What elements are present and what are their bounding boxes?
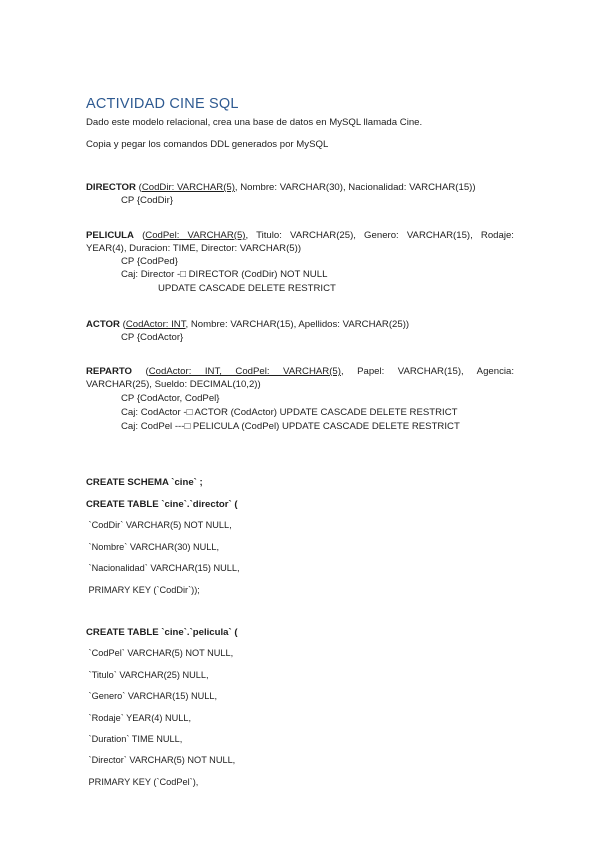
reparto-caj-1: Caj: CodActor -□ ACTOR (CodActor) UPDATE CASCADE DELETE RESTRICT: [121, 407, 458, 418]
sql-line: `CodDir` VARCHAR(5) NOT NULL,: [86, 520, 232, 530]
model-pelicula: PELICULA (CodPel: VARCHAR(5), Titulo: VARCHAR(25), Genero: VARCHAR(15), Rodaje:: [86, 230, 514, 241]
sql-line: PRIMARY KEY (`CodPel`),: [86, 777, 199, 787]
sql-line: `Rodaje` YEAR(4) NULL,: [86, 713, 192, 723]
sql-create-schema: CREATE SCHEMA `cine` ;: [86, 477, 203, 488]
model-director: DIRECTOR (CodDir: VARCHAR(5), Nombre: VARCHAR(30), Nacionalidad: VARCHAR(15)): [86, 182, 476, 193]
sql-line: `Director` VARCHAR(5) NOT NULL,: [86, 755, 236, 765]
sql-pelicula-header: CREATE TABLE `cine`.`pelicula` (: [86, 627, 238, 638]
reparto-line-2: VARCHAR(25), Sueldo: DECIMAL(10,2)): [86, 379, 261, 390]
sql-line: `CodPel` VARCHAR(5) NOT NULL,: [86, 648, 234, 658]
sql-line: `Nacionalidad` VARCHAR(15) NULL,: [86, 563, 240, 573]
primary-key: CodActor: INT: [125, 319, 186, 330]
entity-name: REPARTO: [86, 366, 133, 377]
sql-line: `Genero` VARCHAR(15) NULL,: [86, 691, 218, 701]
primary-key: CodPel: VARCHAR(5): [145, 230, 246, 241]
model-reparto: REPARTO (CodActor: INT, CodPel: VARCHAR(5), Papel: VARCHAR(15), Agencia:: [86, 366, 515, 377]
page-title: ACTIVIDAD CINE SQL: [86, 96, 239, 112]
reparto-caj-2: Caj: CodPel ---□ PELICULA (CodPel) UPDATE CASCADE DELETE RESTRICT: [121, 421, 460, 432]
pelicula-cp: CP {CodPed}: [121, 256, 178, 267]
sql-line: `Nombre` VARCHAR(30) NULL,: [86, 542, 220, 552]
model-actor: ACTOR (CodActor: INT, Nombre: VARCHAR(15), Apellidos: VARCHAR(25)): [86, 319, 410, 330]
entity-name: ACTOR: [86, 319, 120, 330]
intro-line-1: Dado este modelo relacional, crea una base de datos en MySQL llamada Cine.: [86, 117, 423, 128]
primary-key: CodDir: VARCHAR(5): [141, 182, 235, 193]
actor-cp: CP {CodActor}: [121, 332, 184, 343]
pelicula-caj-cont: UPDATE CASCADE DELETE RESTRICT: [158, 283, 336, 294]
director-cp: CP {CodDir}: [121, 195, 174, 206]
pelicula-line-2: YEAR(4), Duracion: TIME, Director: VARCHAR(5)): [86, 243, 302, 254]
intro-line-2: Copia y pegar los comandos DDL generados por MySQL: [86, 139, 329, 150]
sql-line: `Duration` TIME NULL,: [86, 734, 183, 744]
pelicula-caj: Caj: Director -□ DIRECTOR (CodDir) NOT NULL: [121, 269, 328, 280]
sql-line: `Titulo` VARCHAR(25) NULL,: [86, 670, 209, 680]
sql-director-header: CREATE TABLE `cine`.`director` (: [86, 499, 238, 510]
primary-key: CodActor: INT, CodPel: VARCHAR(5): [148, 366, 341, 377]
sql-line: PRIMARY KEY (`CodDir`));: [86, 585, 200, 595]
reparto-cp: CP {CodActor, CodPel}: [121, 393, 220, 404]
entity-name: DIRECTOR: [86, 182, 136, 193]
entity-name: PELICULA: [86, 230, 134, 241]
